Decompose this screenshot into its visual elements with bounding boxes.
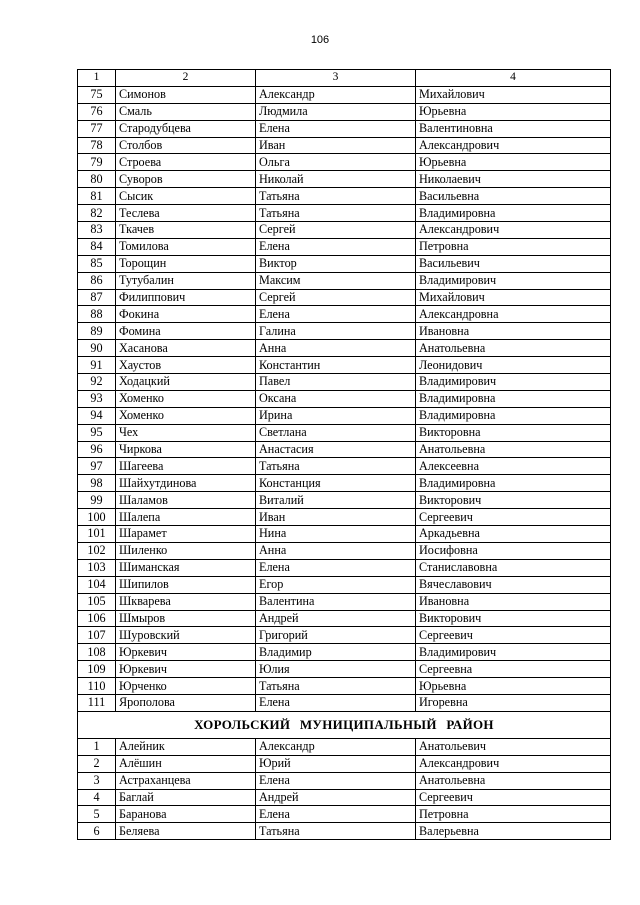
table-row: [78, 593, 611, 610]
patronymic-cell: Михайлович: [416, 86, 611, 103]
row-number-cell: 97: [78, 458, 116, 475]
last-name-cell: Хоменко: [116, 390, 256, 407]
last-name-cell: Шарамет: [116, 526, 256, 543]
table-row: [78, 340, 611, 357]
patronymic-cell: Анатольевна: [416, 772, 611, 789]
last-name-cell: Беляева: [116, 823, 256, 840]
table-row: [78, 86, 611, 103]
last-name-cell: Юркевич: [116, 661, 256, 678]
first-name-cell: Павел: [256, 374, 416, 391]
last-name-cell: Строева: [116, 154, 256, 171]
row-number-cell: 107: [78, 627, 116, 644]
patronymic-cell: Николаевич: [416, 171, 611, 188]
row-number-cell: 94: [78, 407, 116, 424]
patronymic-cell: Леонидович: [416, 357, 611, 374]
first-name-cell: Ольга: [256, 154, 416, 171]
last-name-cell: Юрченко: [116, 678, 256, 695]
row-number-cell: 76: [78, 103, 116, 120]
last-name-cell: Юркевич: [116, 644, 256, 661]
column-header-row: [78, 70, 611, 87]
last-name-cell: Хаустов: [116, 357, 256, 374]
row-number-cell: 105: [78, 593, 116, 610]
row-number-cell: 82: [78, 205, 116, 222]
first-name-cell: Анастасия: [256, 441, 416, 458]
last-name-cell: Тутубалин: [116, 272, 256, 289]
last-name-cell: Алейник: [116, 738, 256, 755]
table-row: [78, 272, 611, 289]
first-name-cell: Елена: [256, 306, 416, 323]
table-row: [78, 694, 611, 711]
column-header-2: 2: [116, 70, 256, 87]
row-number-cell: 93: [78, 390, 116, 407]
row-number-cell: 81: [78, 188, 116, 205]
last-name-cell: Чиркова: [116, 441, 256, 458]
first-name-cell: Виталий: [256, 492, 416, 509]
patronymic-cell: Михайлович: [416, 289, 611, 306]
patronymic-cell: Валерьевна: [416, 823, 611, 840]
row-number-cell: 96: [78, 441, 116, 458]
last-name-cell: Шуровский: [116, 627, 256, 644]
table-row: [78, 610, 611, 627]
row-number-cell: 89: [78, 323, 116, 340]
patronymic-cell: Анатольевна: [416, 340, 611, 357]
patronymic-cell: Валентиновна: [416, 120, 611, 137]
first-name-cell: Татьяна: [256, 823, 416, 840]
table-row: [78, 374, 611, 391]
row-number-cell: 75: [78, 86, 116, 103]
first-name-cell: Татьяна: [256, 188, 416, 205]
last-name-cell: Смаль: [116, 103, 256, 120]
first-name-cell: Андрей: [256, 789, 416, 806]
first-name-cell: Елена: [256, 238, 416, 255]
last-name-cell: Столбов: [116, 137, 256, 154]
patronymic-cell: Ивановна: [416, 593, 611, 610]
row-number-cell: 3: [78, 772, 116, 789]
column-header-3: 3: [256, 70, 416, 87]
table-row: [78, 458, 611, 475]
row-number-cell: 92: [78, 374, 116, 391]
patronymic-cell: Сергеевна: [416, 661, 611, 678]
table-row: [78, 205, 611, 222]
first-name-cell: Нина: [256, 526, 416, 543]
first-name-cell: Ирина: [256, 407, 416, 424]
last-name-cell: Ярополова: [116, 694, 256, 711]
table-row: [78, 120, 611, 137]
patronymic-cell: Юрьевна: [416, 154, 611, 171]
table-row: [78, 357, 611, 374]
table-row: [78, 542, 611, 559]
row-number-cell: 95: [78, 424, 116, 441]
first-name-cell: Галина: [256, 323, 416, 340]
row-number-cell: 87: [78, 289, 116, 306]
row-number-cell: 108: [78, 644, 116, 661]
last-name-cell: Шайхутдинова: [116, 475, 256, 492]
last-name-cell: Суворов: [116, 171, 256, 188]
table-row: [78, 678, 611, 695]
table-row: [78, 755, 611, 772]
table-row: [78, 661, 611, 678]
patronymic-cell: Петровна: [416, 238, 611, 255]
last-name-cell: Ткачев: [116, 222, 256, 239]
patronymic-cell: Игоревна: [416, 694, 611, 711]
row-number-cell: 83: [78, 222, 116, 239]
row-number-cell: 6: [78, 823, 116, 840]
patronymic-cell: Анатольевич: [416, 738, 611, 755]
row-number-cell: 109: [78, 661, 116, 678]
first-name-cell: Сергей: [256, 289, 416, 306]
first-name-cell: Андрей: [256, 610, 416, 627]
row-number-cell: 102: [78, 542, 116, 559]
first-name-cell: Татьяна: [256, 678, 416, 695]
section-row: [78, 711, 611, 738]
row-number-cell: 79: [78, 154, 116, 171]
column-header-4: 4: [416, 70, 611, 87]
last-name-cell: Шагеева: [116, 458, 256, 475]
table-row: [78, 644, 611, 661]
patronymic-cell: Викторовна: [416, 424, 611, 441]
patronymic-cell: Васильевна: [416, 188, 611, 205]
last-name-cell: Алёшин: [116, 755, 256, 772]
table-row: [78, 323, 611, 340]
first-name-cell: Владимир: [256, 644, 416, 661]
first-name-cell: Константин: [256, 357, 416, 374]
patronymic-cell: Владимирович: [416, 644, 611, 661]
last-name-cell: Шиленко: [116, 542, 256, 559]
roster-body: [78, 70, 611, 840]
patronymic-cell: Петровна: [416, 806, 611, 823]
table-row: [78, 627, 611, 644]
first-name-cell: Людмила: [256, 103, 416, 120]
row-number-cell: 86: [78, 272, 116, 289]
first-name-cell: Елена: [256, 559, 416, 576]
table-row: [78, 390, 611, 407]
table-row: [78, 306, 611, 323]
row-number-cell: 91: [78, 357, 116, 374]
last-name-cell: Чех: [116, 424, 256, 441]
last-name-cell: Шкварева: [116, 593, 256, 610]
row-number-cell: 2: [78, 755, 116, 772]
table-row: [78, 806, 611, 823]
first-name-cell: Александр: [256, 86, 416, 103]
first-name-cell: Юрий: [256, 755, 416, 772]
table-row: [78, 738, 611, 755]
table-row: [78, 289, 611, 306]
first-name-cell: Егор: [256, 576, 416, 593]
table-row: [78, 772, 611, 789]
last-name-cell: Стародубцева: [116, 120, 256, 137]
patronymic-cell: Владимирович: [416, 374, 611, 391]
patronymic-cell: Владимировна: [416, 205, 611, 222]
table-row: [78, 509, 611, 526]
first-name-cell: Светлана: [256, 424, 416, 441]
patronymic-cell: Ивановна: [416, 323, 611, 340]
table-row: [78, 526, 611, 543]
first-name-cell: Елена: [256, 772, 416, 789]
patronymic-cell: Аркадьевна: [416, 526, 611, 543]
last-name-cell: Хоменко: [116, 407, 256, 424]
patronymic-cell: Станиславовна: [416, 559, 611, 576]
table-row: [78, 255, 611, 272]
first-name-cell: Елена: [256, 806, 416, 823]
table-row: [78, 222, 611, 239]
first-name-cell: Александр: [256, 738, 416, 755]
patronymic-cell: Александровна: [416, 306, 611, 323]
last-name-cell: Шиманская: [116, 559, 256, 576]
last-name-cell: Фомина: [116, 323, 256, 340]
row-number-cell: 84: [78, 238, 116, 255]
first-name-cell: Татьяна: [256, 458, 416, 475]
first-name-cell: Иван: [256, 137, 416, 154]
last-name-cell: Симонов: [116, 86, 256, 103]
first-name-cell: Анна: [256, 542, 416, 559]
patronymic-cell: Юрьевна: [416, 678, 611, 695]
patronymic-cell: Вячеславович: [416, 576, 611, 593]
table-row: [78, 492, 611, 509]
row-number-cell: 78: [78, 137, 116, 154]
last-name-cell: Фокина: [116, 306, 256, 323]
table-row: [78, 154, 611, 171]
table-row: [78, 137, 611, 154]
patronymic-cell: Сергеевич: [416, 627, 611, 644]
last-name-cell: Баглай: [116, 789, 256, 806]
patronymic-cell: Васильевич: [416, 255, 611, 272]
last-name-cell: Шипилов: [116, 576, 256, 593]
first-name-cell: Валентина: [256, 593, 416, 610]
row-number-cell: 104: [78, 576, 116, 593]
last-name-cell: Томилова: [116, 238, 256, 255]
table-row: [78, 475, 611, 492]
patronymic-cell: Алексеевна: [416, 458, 611, 475]
row-number-cell: 111: [78, 694, 116, 711]
table-row: [78, 238, 611, 255]
patronymic-cell: Владимировна: [416, 407, 611, 424]
row-number-cell: 101: [78, 526, 116, 543]
first-name-cell: Николай: [256, 171, 416, 188]
row-number-cell: 90: [78, 340, 116, 357]
first-name-cell: Сергей: [256, 222, 416, 239]
last-name-cell: Филиппович: [116, 289, 256, 306]
patronymic-cell: Александрович: [416, 755, 611, 772]
last-name-cell: Ходацкий: [116, 374, 256, 391]
patronymic-cell: Иосифовна: [416, 542, 611, 559]
last-name-cell: Шаламов: [116, 492, 256, 509]
patronymic-cell: Юрьевна: [416, 103, 611, 120]
patronymic-cell: Анатольевна: [416, 441, 611, 458]
patronymic-cell: Владимировна: [416, 475, 611, 492]
patronymic-cell: Владимировна: [416, 390, 611, 407]
patronymic-cell: Сергеевич: [416, 789, 611, 806]
last-name-cell: Сысик: [116, 188, 256, 205]
table-row: [78, 559, 611, 576]
row-number-cell: 80: [78, 171, 116, 188]
first-name-cell: Елена: [256, 120, 416, 137]
table-row: [78, 424, 611, 441]
last-name-cell: Хасанова: [116, 340, 256, 357]
last-name-cell: Шмыров: [116, 610, 256, 627]
last-name-cell: Теслева: [116, 205, 256, 222]
row-number-cell: 88: [78, 306, 116, 323]
table-row: [78, 407, 611, 424]
first-name-cell: Иван: [256, 509, 416, 526]
last-name-cell: Астраханцева: [116, 772, 256, 789]
patronymic-cell: Владимирович: [416, 272, 611, 289]
table-row: [78, 576, 611, 593]
row-number-cell: 110: [78, 678, 116, 695]
first-name-cell: Елена: [256, 694, 416, 711]
row-number-cell: 5: [78, 806, 116, 823]
first-name-cell: Виктор: [256, 255, 416, 272]
table-row: [78, 171, 611, 188]
first-name-cell: Оксана: [256, 390, 416, 407]
first-name-cell: Максим: [256, 272, 416, 289]
table-row: [78, 789, 611, 806]
first-name-cell: Анна: [256, 340, 416, 357]
row-number-cell: 98: [78, 475, 116, 492]
patronymic-cell: Сергеевич: [416, 509, 611, 526]
patronymic-cell: Викторович: [416, 610, 611, 627]
patronymic-cell: Александрович: [416, 137, 611, 154]
column-header-1: 1: [78, 70, 116, 87]
first-name-cell: Юлия: [256, 661, 416, 678]
section-title: ХОРОЛЬСКИЙ МУНИЦИПАЛЬНЫЙ РАЙОН: [78, 711, 611, 738]
row-number-cell: 99: [78, 492, 116, 509]
row-number-cell: 100: [78, 509, 116, 526]
row-number-cell: 1: [78, 738, 116, 755]
first-name-cell: Григорий: [256, 627, 416, 644]
row-number-cell: 103: [78, 559, 116, 576]
row-number-cell: 77: [78, 120, 116, 137]
table-row: [78, 103, 611, 120]
first-name-cell: Татьяна: [256, 205, 416, 222]
roster-table: [77, 69, 611, 840]
last-name-cell: Торощин: [116, 255, 256, 272]
table-row: [78, 823, 611, 840]
last-name-cell: Баранова: [116, 806, 256, 823]
table-row: [78, 441, 611, 458]
patronymic-cell: Александрович: [416, 222, 611, 239]
row-number-cell: 4: [78, 789, 116, 806]
table-row: [78, 188, 611, 205]
first-name-cell: Констанция: [256, 475, 416, 492]
page-number: 106: [310, 34, 330, 46]
patronymic-cell: Викторович: [416, 492, 611, 509]
row-number-cell: 106: [78, 610, 116, 627]
row-number-cell: 85: [78, 255, 116, 272]
last-name-cell: Шалепа: [116, 509, 256, 526]
